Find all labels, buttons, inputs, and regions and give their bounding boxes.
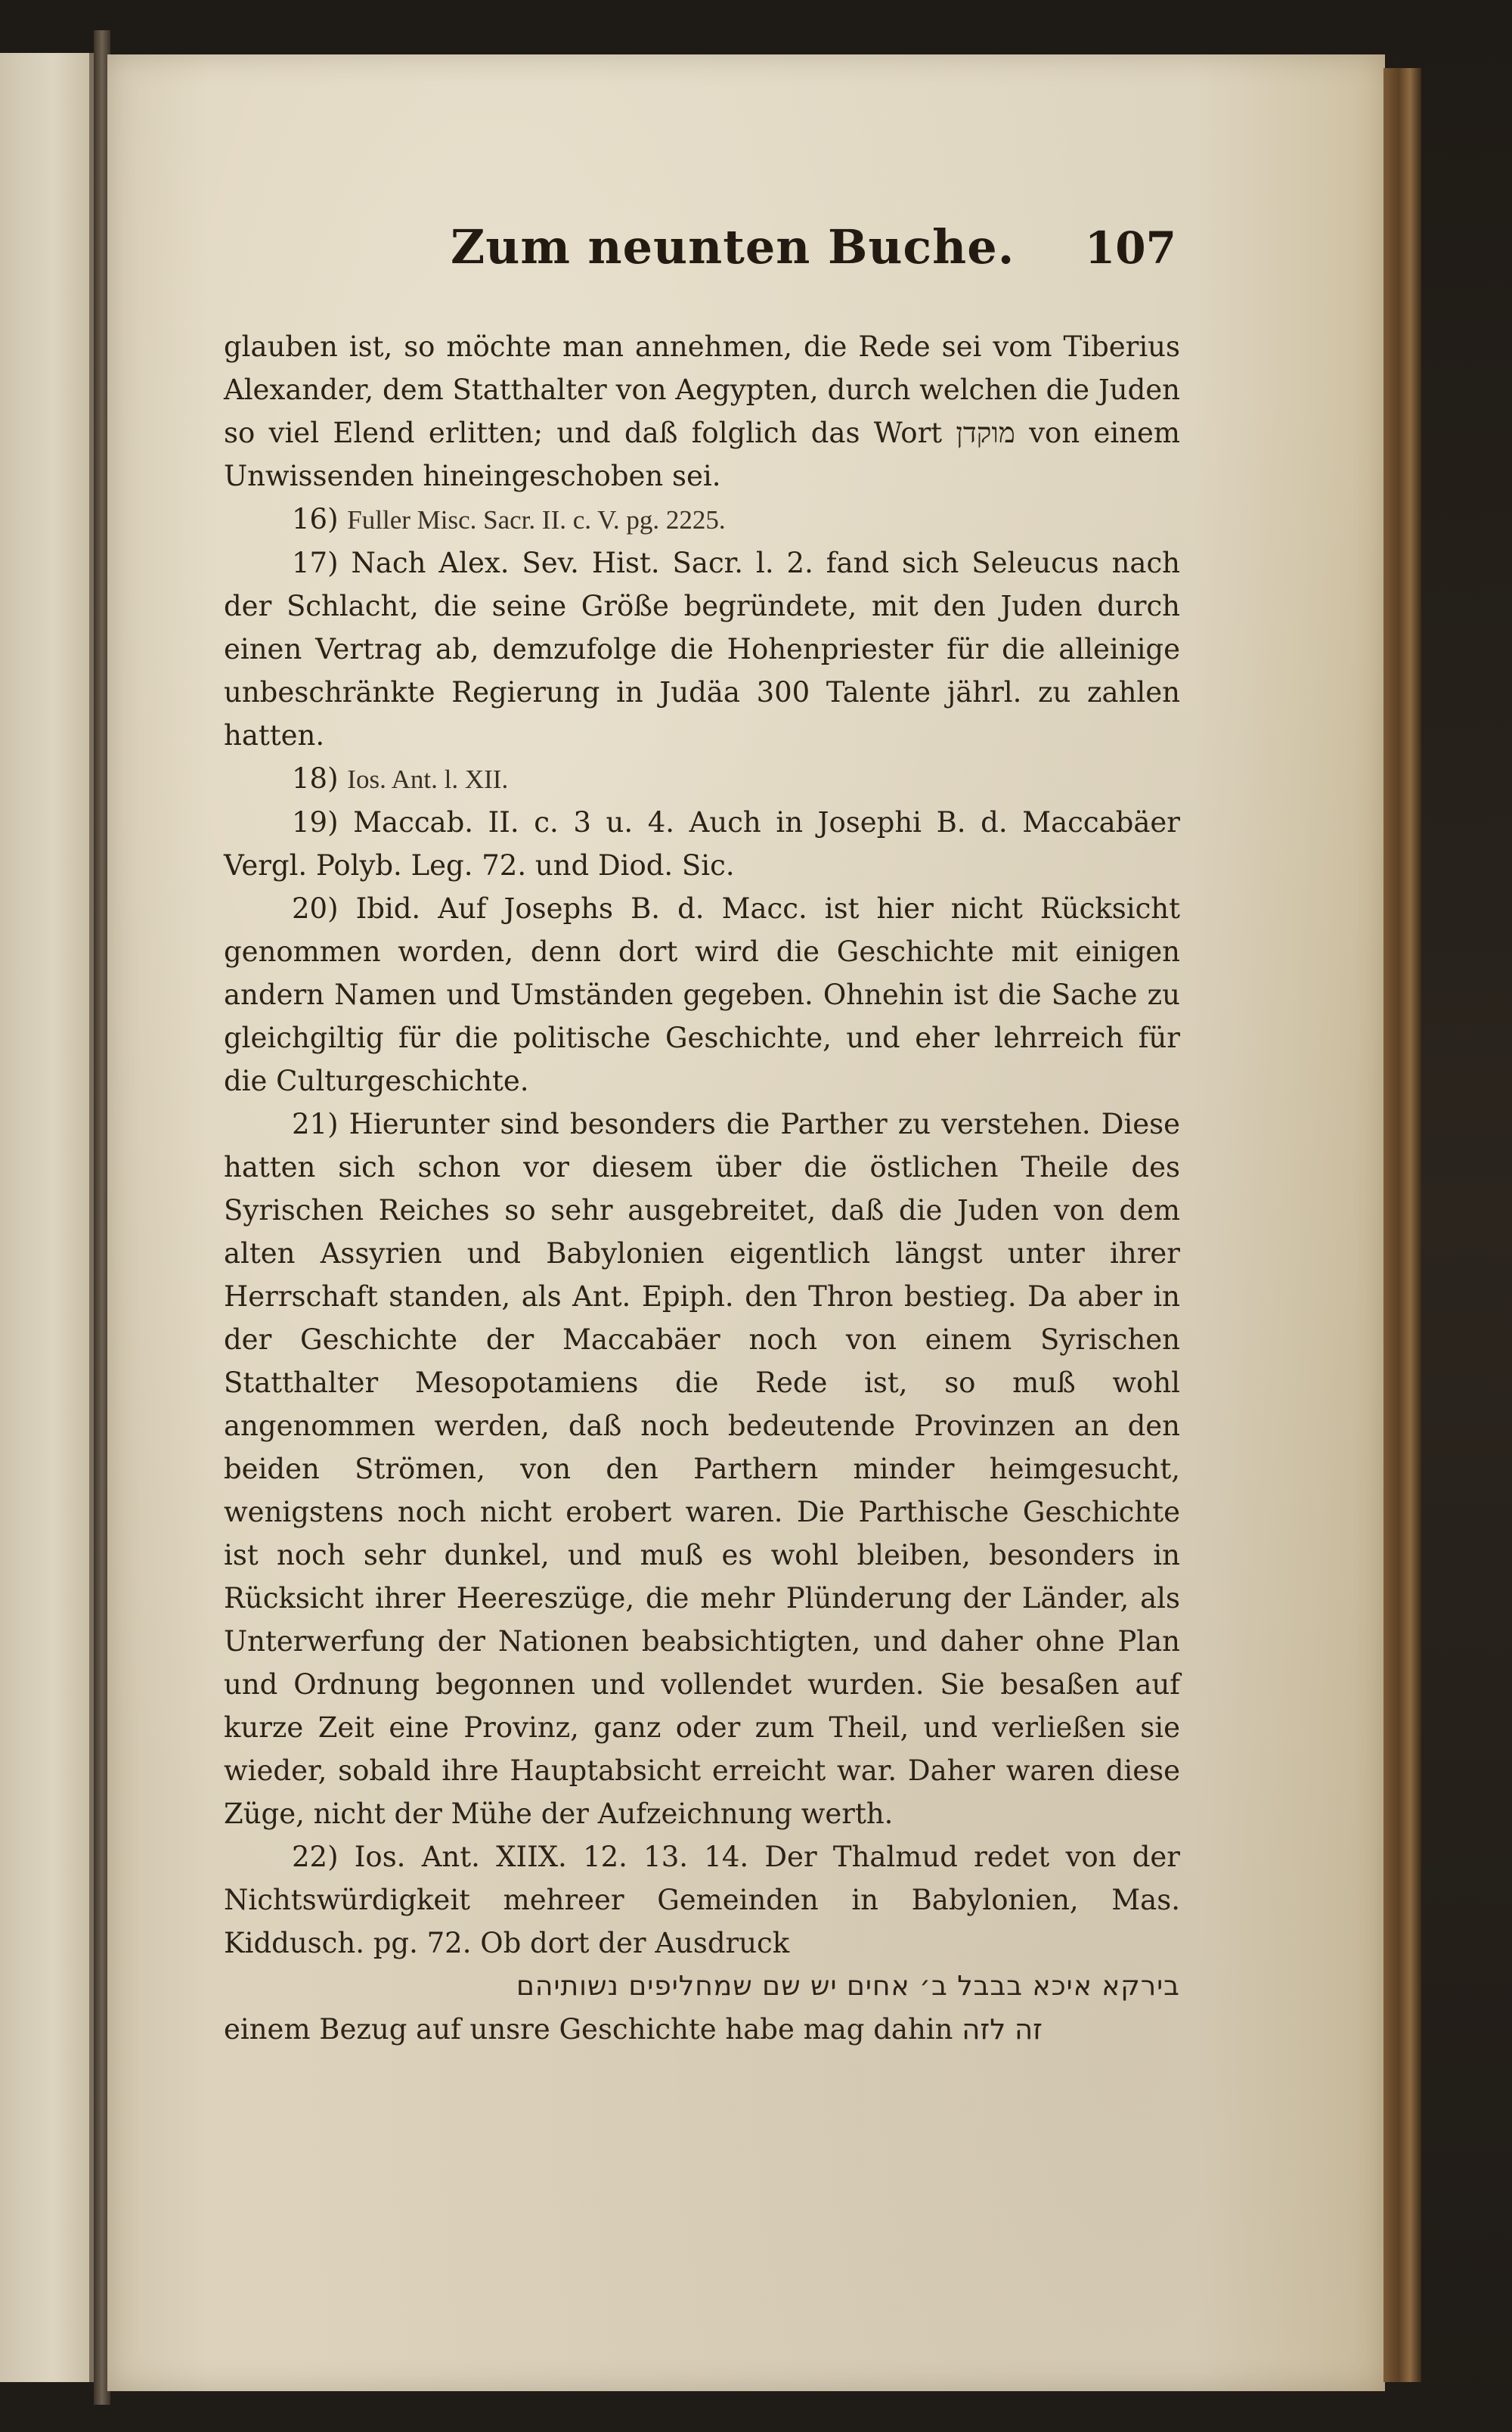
footnote-22	[224, 1835, 1180, 1965]
footnote-20	[224, 887, 1180, 1103]
note-continuation	[224, 325, 1180, 498]
note-marker: 21)	[292, 1108, 339, 1140]
last-line-text: einem Bezug auf unsre Geschichte habe mag dahin	[224, 2013, 953, 2046]
page-fore-edge	[1383, 68, 1421, 2382]
note-text: Ibid. Auf Josephs B. d. Macc. ist hier nicht Rücksicht genommen worden, denn dort wird die Geschichte mit einigen andern Namen und Umständen gegeben. Ohnehin ist die Sache zu gleichgiltig für die politische Geschichte, und eher lehrreich für die Culturgeschichte.	[224, 892, 1181, 1097]
last-line	[224, 2008, 1180, 2051]
note-marker: 18)	[292, 762, 339, 795]
note-text: Fuller Misc. Sacr. II. c. V. pg. 2225.	[347, 505, 726, 535]
note-text: Ios. Ant. XIIX. 12. 13. 14. Der Thalmud redet von der Nichtswürdigkeit mehreer Gemeinden in Babylonien, Mas. Kiddusch. pg. 72. Ob dort der Ausdruck	[224, 1841, 1180, 1959]
running-title: Zum neunten Buche.	[451, 219, 1015, 275]
page-header	[451, 219, 1176, 295]
footnote-19	[224, 801, 1180, 887]
footnote-18	[224, 757, 1180, 801]
note-marker: 16)	[292, 503, 339, 535]
hebrew-quotation: בירקא איכא בבבל ב׳ אחים יש שם שמחליפים נשותיהם	[516, 1971, 1180, 2002]
footnote-16	[224, 498, 1180, 541]
note-text: Maccab. II. c. 3 u. 4. Auch in Josephi B. d. Maccabäer Vergl. Polyb. Leg. 72. und Diod. Sic.	[224, 806, 1180, 882]
footnote-21	[224, 1103, 1180, 1835]
note-text: Nach Alex. Sev. Hist. Sacr. l. 2. fand sich Seleucus nach der Schlacht, die seine Größe begründete, mit den Juden durch einen Vertrag ab, demzufolge die Hohenpriester für die alleinige unbeschränkte Regierung in Judäa 300 Talente jährl. zu zahlen hatten.	[224, 547, 1181, 752]
footnote-17	[224, 541, 1180, 757]
note-marker: 22)	[292, 1841, 339, 1873]
page-body	[224, 325, 1180, 2051]
note-text: glauben ist, so möchte man annehmen, die Rede sei vom Tiberius Alexander, dem Statthalter von Aegypten, durch welchen die Juden so viel Elend erlitten; und daß folglich das Wort מוקדן von einem Unwissenden hineingeschoben sei.	[224, 330, 1180, 492]
left-page-edge	[0, 53, 94, 2382]
note-marker: 17)	[292, 547, 339, 579]
note-marker: 20)	[292, 892, 339, 925]
last-line-hebrew: זה לזה	[962, 2013, 1043, 2046]
note-marker: 19)	[292, 806, 339, 839]
note-text: Hierunter sind besonders die Parther zu verstehen. Diese hatten sich schon vor diesem über die östlichen Theile des Syrischen Reiches so sehr ausgebreitet, daß die Juden von dem alten Assyrien und Babylonien eigentlich längst unter ihrer Herrschaft standen, als Ant. Epiph. den Thron bestieg. Da aber in der Geschichte der Maccabäer noch von einem Syrischen Statthalter Mesopotamiens die Rede ist, so muß wohl angenommen werden, daß noch bedeutende Provinzen an den beiden Strömen, von den Parthern minder heimgesucht, wenigstens noch nicht erobert waren. Die Parthische Geschichte ist noch sehr dunkel, und muß es wohl bleiben, besonders in Rücksicht ihrer Heereszüge, die mehr Plünderung der Länder, als Unterwerfung der Nationen beabsichtigten, und daher ohne Plan und Ordnung begonnen und vollendet wurden. Sie besaßen auf kurze Zeit eine Provinz, ganz oder zum Theil, und verließen sie wieder, sobald ihre Hauptabsicht erreicht war. Daher waren diese Züge, nicht der Mühe der Aufzeichnung werth.	[224, 1108, 1180, 1830]
page-number: 107	[1084, 222, 1176, 274]
note-text: Ios. Ant. l. XII.	[347, 765, 509, 794]
